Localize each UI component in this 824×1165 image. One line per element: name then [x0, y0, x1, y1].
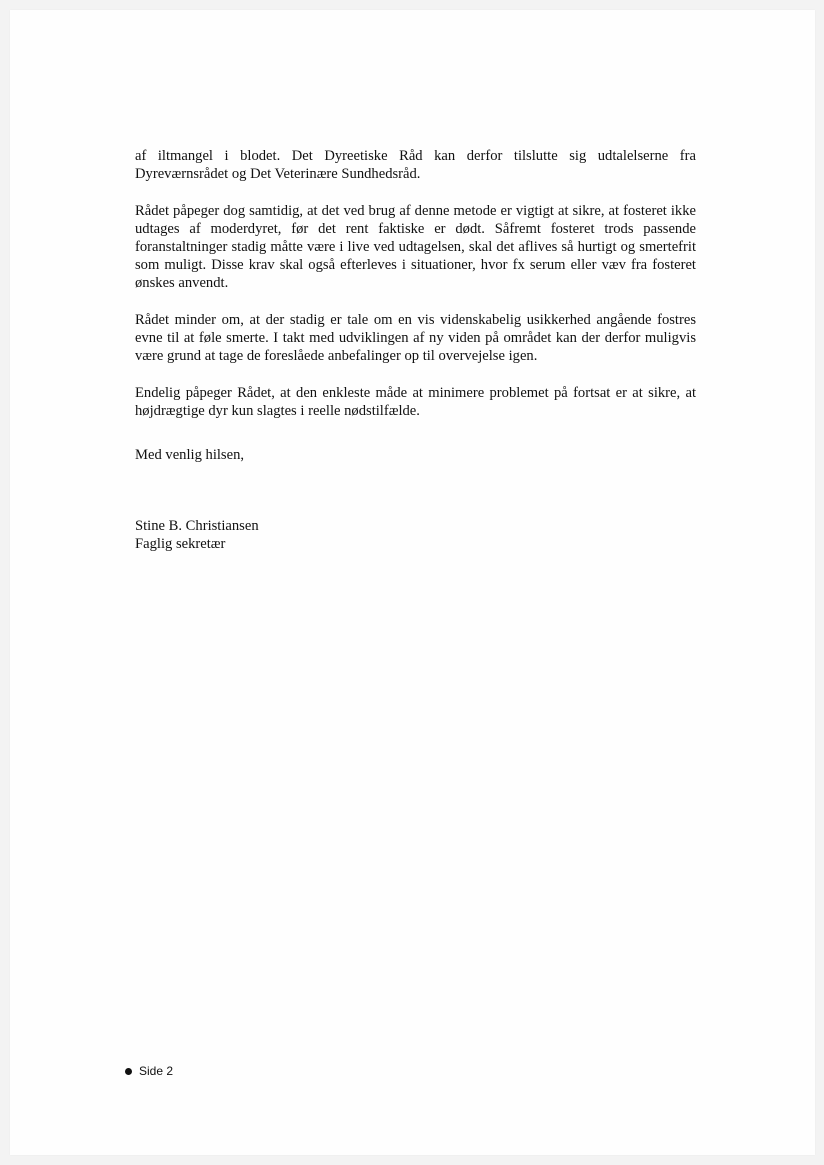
letter-body: [135, 147, 696, 553]
signer-title: Faglig sekretær: [135, 536, 226, 552]
signer-name: Stine B. Christiansen: [135, 518, 259, 534]
closing-salutation: Med venlig hilsen,: [135, 447, 245, 463]
signature-block: [135, 517, 696, 553]
paragraph-2: Rådet påpeger dog samtidig, at det ved brug af denne metode er vigtigt at sikre, at fosteret ikke udtages af moderdyret, før det rent faktiske er dødt. Såfremt fosteret trods passende foranstaltninger stadig måtte være i live ved udtagelsen, skal det aflives så hurtigt og smertefrit som muligt. Disse krav skal også efterleves i situationer, hvor fx serum eller væv fra fosteret ønskes anvendt.: [135, 203, 696, 291]
page-footer: [125, 1064, 173, 1078]
page-number: Side 2: [139, 1064, 174, 1078]
paragraph-4: Endelig påpeger Rådet, at den enkleste måde at minimere problemet på fortsat er at sikre, at højdrægtige dyr kun slagtes i reelle nødstilfælde.: [135, 385, 696, 419]
bullet-icon: [125, 1068, 132, 1075]
paragraph-1: af iltmangel i blodet. Det Dyreetiske Råd kan derfor tilslutte sig udtalelserne fra Dyreværnsrådet og Det Veterinære Sundhedsråd.: [135, 148, 696, 182]
paragraph-3: Rådet minder om, at der stadig er tale om en vis videnskabelig usikkerhed angående fostres evne til at føle smerte. I takt med udviklingen af ny viden på området kan der derfor muligvis være grund at tage de foreslåede anbefalinger op til overvejelse igen.: [135, 312, 696, 364]
document-page: [10, 10, 815, 1155]
